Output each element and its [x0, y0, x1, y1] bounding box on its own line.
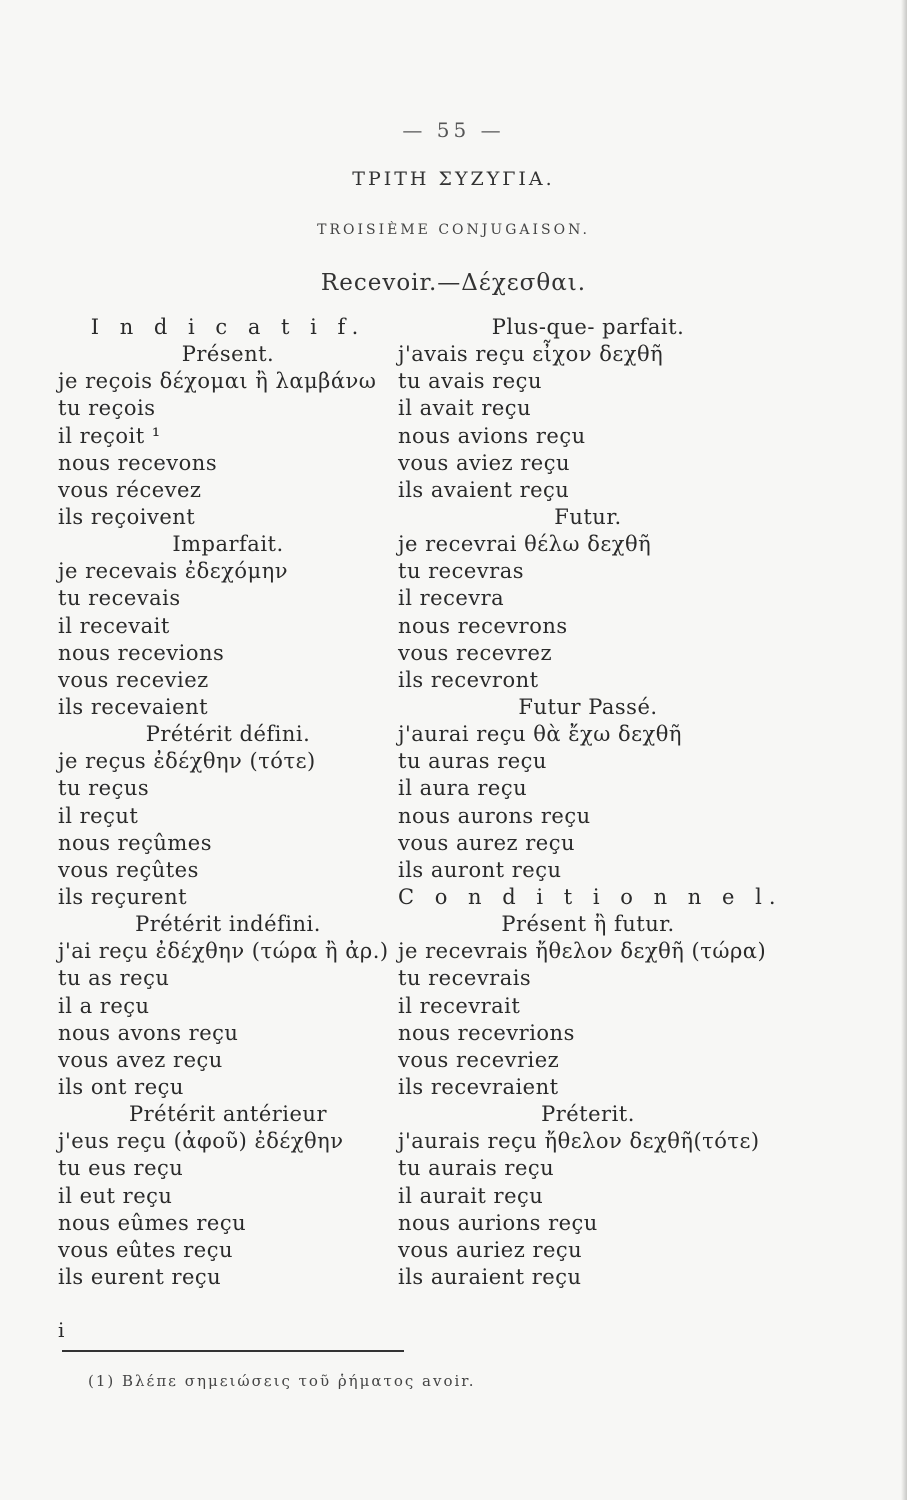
conjugation-line: vous recevrez [398, 640, 553, 665]
conjugation-line: ils recevaient [58, 694, 209, 719]
conjugation-line: nous aurions reçu [398, 1210, 598, 1235]
conjugation-line: il recevra [398, 586, 505, 611]
conjugation-line: il recevait [58, 613, 170, 638]
conjugation-line: nous avions reçu [398, 423, 586, 448]
conjugation-line: tu avais reçu [398, 369, 542, 394]
conjugation-line: nous aurons reçu [398, 803, 591, 828]
conjugation-line: tu recevais [58, 586, 181, 611]
conjugation-line: ils recevront [398, 667, 539, 692]
conjugation-line: il avait reçu [398, 396, 532, 421]
conjugation-line: vous aviez reçu [398, 450, 571, 475]
tense-heading-futur: Futur. [554, 504, 622, 529]
tense-heading-present: Présent. [181, 342, 275, 367]
conjugation-line: vous auriez reçu [398, 1237, 583, 1262]
conjugation-line: il aurait reçu [398, 1183, 544, 1208]
conjugation-line: ils reçoivent [58, 504, 196, 529]
conjugation-line: ils reçurent [58, 884, 188, 909]
conjugation-line: nous reçûmes [58, 830, 213, 855]
conjugation-line: nous recevons [58, 450, 218, 475]
conjugation-line: je recevrais ἤθελον δεχθῆ (τώρα) [398, 939, 767, 964]
tense-heading-preterit: Préterit. [541, 1102, 635, 1127]
footnote: (1) Βλέπε σημειώσεις τοῦ ῥήματος avoir. [88, 1372, 476, 1390]
tense-heading-futur-passe: Futur Passé. [518, 694, 658, 719]
left-column [58, 314, 398, 1291]
tense-heading-plus-que-parfait: Plus-que- parfait. [491, 315, 685, 339]
conjugation-line: vous receviez [58, 667, 209, 692]
page-number: — 55 — [402, 118, 505, 142]
right-column [398, 314, 783, 1291]
conjugation-line: ils eurent reçu [58, 1264, 222, 1289]
tense-heading-imparfait: Imparfait. [172, 532, 284, 557]
conjugation-line: il reçut [58, 803, 139, 828]
conjugation-line: ils avaient reçu [398, 477, 570, 502]
conjugation-line: ils ont reçu [58, 1074, 184, 1099]
tense-heading-preterit-defini: Prétérit défini. [145, 722, 311, 747]
conjugation-line: ils auraient reçu [398, 1264, 582, 1289]
conjugation-line: nous eûmes reçu [58, 1210, 247, 1235]
conjugation-line: tu recevrais [398, 966, 532, 991]
conjugation-line: nous recevrions [398, 1020, 575, 1045]
mood-heading-conditionnel: C o n d i t i o n n e l. [398, 884, 783, 909]
conjugation-line: j'eus reçu (ἀφοῦ) ἐδέχθην [58, 1129, 344, 1154]
conjugation-line: tu reçois [58, 396, 156, 421]
greek-title: ΤΡΙΤΗ ΣΥΖΥΓΙΑ. [352, 168, 555, 190]
conjugation-line: vous reçûtes [58, 857, 199, 882]
conjugation-line: j'aurai reçu θὰ ἔχω δεχθῆ [398, 722, 682, 747]
conjugation-line: vous eûtes reçu [58, 1237, 234, 1262]
verb-heading: Recevoir.—Δέχεσθαι. [320, 270, 587, 296]
conjugation-line: je reçois δέχομαι ἢ λαμβάνω [58, 369, 377, 394]
conjugation-line: nous recevions [58, 640, 225, 665]
conjugation-line: je recevais ἐδεχόμην [58, 559, 288, 584]
conjugation-line: vous aurez reçu [398, 830, 575, 855]
conjugation-line: je recevrai θέλω δεχθῆ [398, 532, 652, 557]
conjugation-line: ils auront reçu [398, 857, 562, 882]
tense-heading-preterit-indefini: Prétérit indéfini. [135, 912, 321, 937]
conjugation-line: tu reçus [58, 776, 150, 801]
conjugation-line: tu as reçu [58, 966, 170, 991]
conjugation-line: j'ai reçu ἐδέχθην (τώρα ἢ ἀρ.) [58, 939, 389, 964]
conjugation-line: je reçus ἐδέχθην (τότε) [58, 749, 316, 774]
conjugation-line: il recevrait [398, 993, 521, 1018]
conjugation-line: il eut reçu [58, 1183, 173, 1208]
conjugation-line: vous recevriez [398, 1047, 560, 1072]
conjugation-line: il a reçu [58, 993, 150, 1018]
conjugation-line: il reçoit ¹ [58, 423, 161, 448]
footnote-divider [62, 1350, 404, 1352]
conjugation-line: tu aurais reçu [398, 1156, 555, 1181]
conjugation-line: j'aurais reçu ἤθελον δεχθῆ(τότε) [398, 1129, 760, 1154]
conjugation-line: vous avez reçu [58, 1047, 223, 1072]
tense-heading-preterit-anterieur: Prétérit antérieur [129, 1102, 327, 1127]
mood-heading-indicatif: I n d i c a t i f. [90, 315, 366, 339]
conjugation-line: j'avais reçu εἶχον δεχθῆ [398, 342, 664, 367]
french-title: TROISIÈME CONJUGAISON. [317, 222, 590, 238]
conjugation-line: nous avons reçu [58, 1020, 239, 1045]
conjugation-line: tu recevras [398, 559, 524, 584]
conjugation-line: tu eus reçu [58, 1156, 184, 1181]
conjugation-line: nous recevrons [398, 613, 568, 638]
conjugation-line: tu auras reçu [398, 749, 547, 774]
conjugation-line: ils recevraient [398, 1074, 559, 1099]
tense-heading-present-futur: Présent ἢ futur. [501, 912, 675, 937]
footnote-mark: i [58, 1318, 65, 1342]
conjugation-line: vous récevez [58, 477, 202, 502]
conjugation-line: il aura reçu [398, 776, 528, 801]
